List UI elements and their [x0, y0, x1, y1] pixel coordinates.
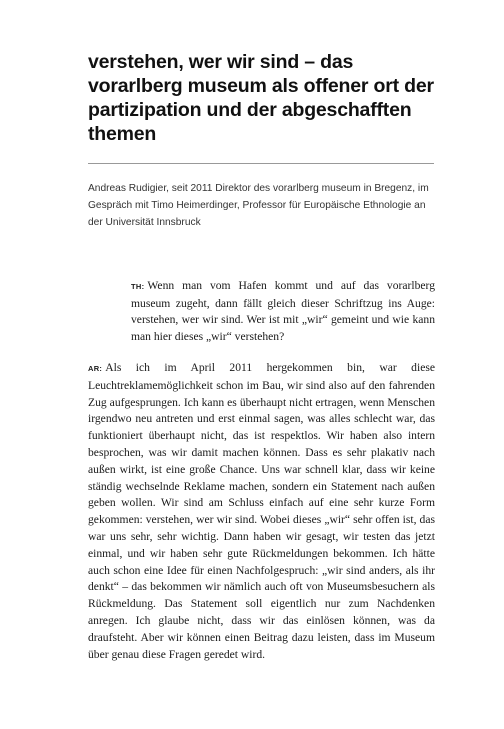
article-title: verstehen, wer wir sind – das vorarlberg museum als offener ort der partizipation und der abgeschafften themen	[88, 51, 434, 145]
title-divider	[88, 163, 434, 164]
question-text: Wenn man vom Hafen kommt und auf das vorarlberg museum zugeht, dann fällt gleich dieser Schriftzug ins Auge: verstehen, wer wir sind. Wer ist mit „wir“ gemeint und wie kann man hier dieses „wir“ verstehen?	[131, 279, 435, 343]
interview-answer	[88, 360, 435, 663]
speaker-label-ar: AR:	[88, 364, 103, 373]
article-intro: Andreas Rudigier, seit 2011 Direktor des vorarlberg museum in Bregenz, im Gespräch mit Timo Heimerdinger, Professor für Europäische Ethnologie an der Universität Innsbruck	[88, 183, 429, 228]
interview-question	[131, 278, 435, 345]
answer-text: Als ich im April 2011 hergekommen bin, war diese Leuchtreklamemöglichkeit schon im Bau, wir sind also auf den fahrenden Zug aufgesprungen. Ich kann es überhaupt nicht ertragen, wenn Menschen irgendwo neu antreten und erst einmal sagen, was alles schlecht war, das funktioniert überhaupt nicht, das ist respektlos. Wir haben also intern besprochen, was wir damit machen können. Dass es sehr plakativ nach außen wirkt, ist eine große Chance. Uns war schnell klar, dass wir keine ständig wechselnde Reklame machen, sondern ein Statement nach außen geben wollen. Wir sind am Schluss einfach auf eine sehr kurze Form gekommen: verstehen, wer wir sind. Wobei dieses „wir“ sehr offen ist, das war uns sehr, sehr wichtig. Dann haben wir gesagt, wir testen das jetzt einmal, und wir haben sehr gute Rückmeldungen bekommen. Ich hätte auch schon eine Idee für einen Nachfolgespruch: „wir sind anders, als ihr denkt“ – das bekommen wir nämlich auch oft von Museumsbesuchern als Rückmeldung. Das Statement soll eigentlich nur zum Nachdenken anregen. Ich glaube nicht, dass wir das einlösen können, was da draufsteht. Aber wir können einen Beitrag dazu leisten, dass im Museum über genau diese Fragen geredet wird.	[88, 361, 435, 661]
speaker-label-th: TH:	[131, 282, 145, 291]
